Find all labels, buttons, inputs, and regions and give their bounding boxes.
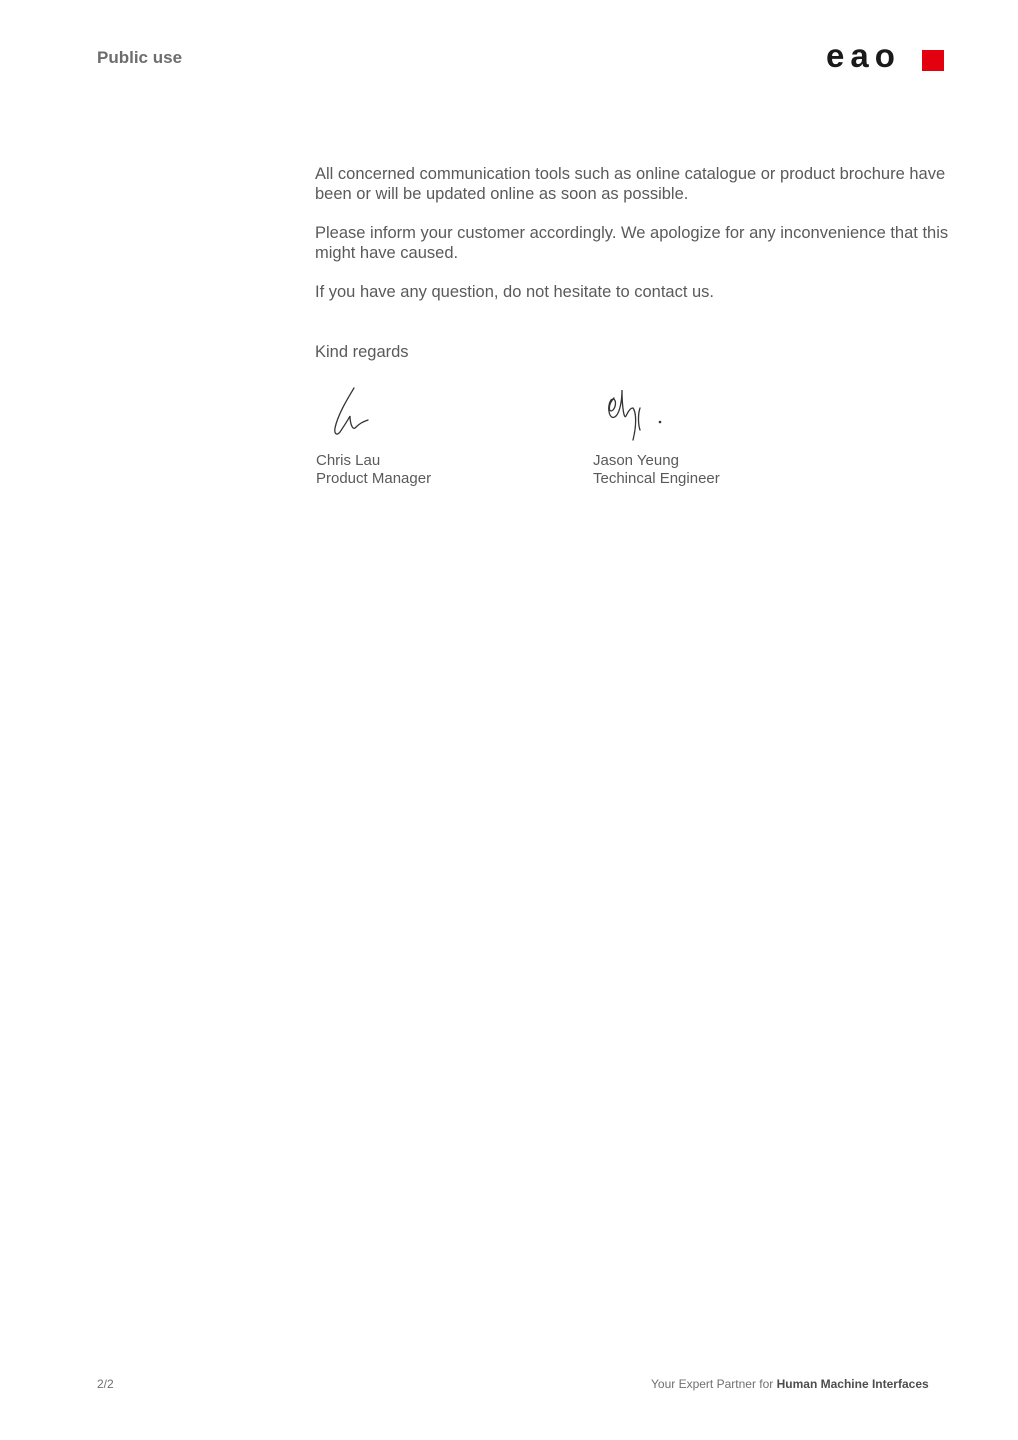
- signatory-title: Product Manager: [316, 470, 432, 487]
- paragraph-contact: If you have any question, do not hesitate to contact us.: [315, 283, 715, 301]
- logo-red-square: [922, 50, 944, 71]
- classification-label: Public use: [97, 48, 183, 67]
- signatory-block-2: [593, 452, 720, 488]
- signature-chris-lau: [328, 384, 378, 442]
- signatory-name: Jason Yeung: [593, 452, 679, 469]
- footer-tagline: [651, 1377, 929, 1391]
- signatory-title: Techincal Engineer: [593, 470, 720, 487]
- page-number: 2/2: [97, 1377, 114, 1391]
- signatory-name: Chris Lau: [316, 452, 381, 469]
- letter-body: [315, 164, 955, 321]
- paragraph-update-notice: All concerned communication tools such as online catalogue or product brochure have been or will be updated online as soon as possible.: [315, 165, 946, 203]
- signature-jason-yeung: [600, 380, 670, 448]
- tagline-emphasis: Human Machine Interfaces: [776, 1377, 929, 1391]
- closing-salutation: Kind regards: [315, 343, 409, 361]
- company-logo: [826, 37, 946, 74]
- signatory-block-1: [316, 452, 431, 488]
- logo-wordmark: eao: [826, 37, 901, 74]
- tagline-prefix: Your Expert Partner for: [651, 1377, 777, 1391]
- paragraph-apology: Please inform your customer accordingly. We apologize for any inconvenience that this might have caused.: [315, 224, 949, 262]
